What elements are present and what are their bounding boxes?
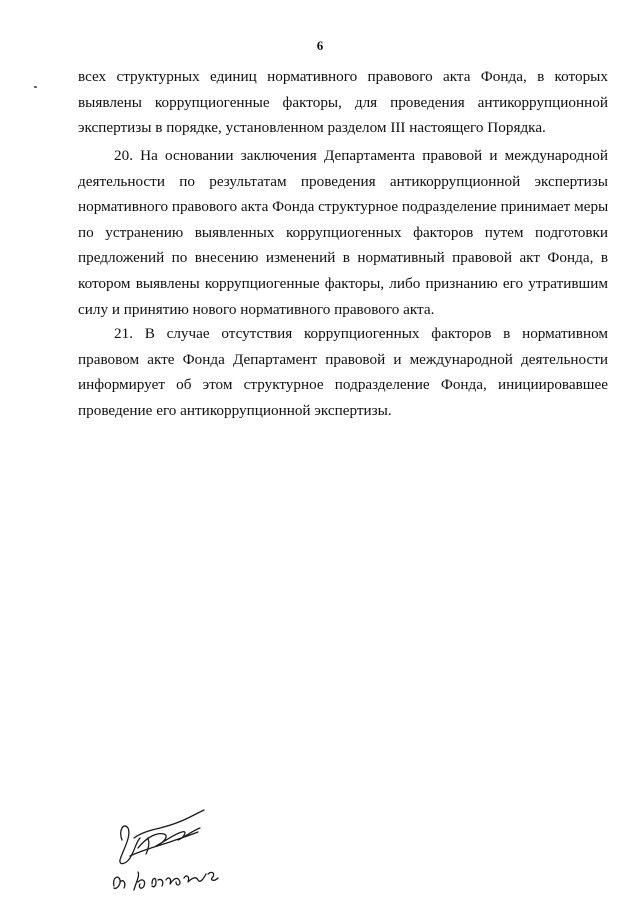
text-line: правовом акте Фонда Департамент правовой и международной деятельности [78, 350, 608, 368]
paragraph-20 [78, 143, 608, 322]
paragraph-continuation [78, 64, 608, 141]
text-line: 20. На основании заключения Департамента правовой и международной [114, 147, 608, 164]
scan-speck [34, 86, 37, 88]
text-line: 21. В случае отсутствия коррупциогенных факторов в нормативном [114, 325, 608, 342]
text-line: всех структурных единиц нормативного правового акта Фонда, в которых [78, 68, 608, 85]
text-line: предложений по внесению изменений в нормативный правовой акт Фонда, в [78, 249, 608, 267]
text-line: по устранению выявленных коррупциогенных факторов путем подготовки [78, 223, 608, 241]
text-line: нормативного правового акта Фонда структурное подразделение принимает меры [78, 198, 609, 216]
text-line: информирует об этом структурное подразделение Фонда, инициировавшее [78, 376, 608, 394]
text-line: проведение его антикоррупционной экспертизы. [78, 401, 392, 419]
page-number: 6 [316, 38, 324, 53]
text-line: силу и принятию нового нормативного правового акта. [78, 300, 435, 318]
text-line: экспертизы в порядке, установленном разделом III настоящего Порядка. [78, 119, 546, 137]
text-line: котором выявлены коррупциогенные факторы, либо признанию его утратившим [78, 274, 608, 292]
text-line: деятельности по результатам проведения антикоррупционной экспертизы [78, 172, 608, 190]
handwritten-signature [108, 808, 238, 898]
paragraph-21 [78, 321, 608, 423]
text-line: выявлены коррупциогенные факторы, для проведения антикоррупционной [78, 93, 608, 111]
